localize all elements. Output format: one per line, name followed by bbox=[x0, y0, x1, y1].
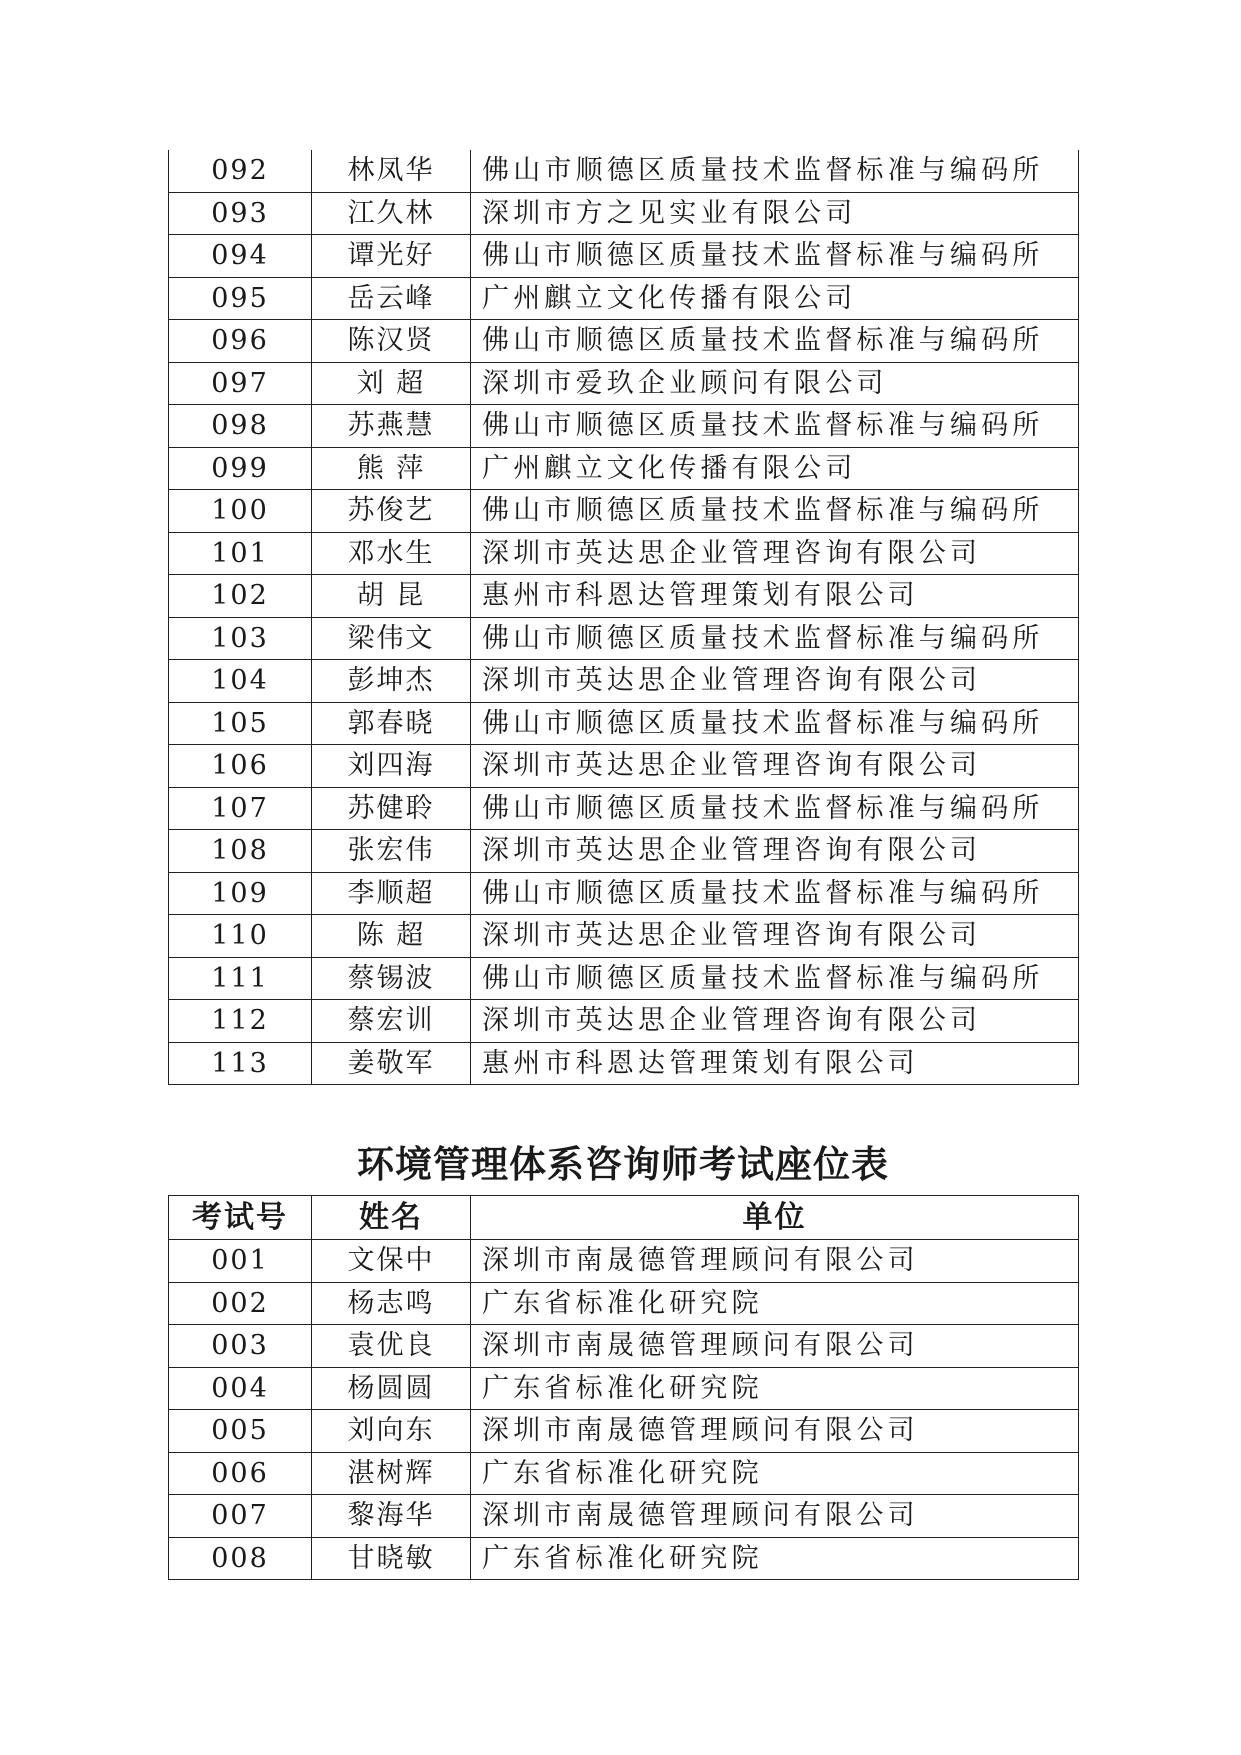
candidate-name-cell: 梁伟文 bbox=[312, 617, 471, 660]
candidate-name-cell: 熊 萍 bbox=[312, 447, 471, 490]
table-row bbox=[169, 915, 1079, 958]
organization-cell: 深圳市爱玖企业顾问有限公司 bbox=[471, 362, 1079, 405]
exam-number-cell: 113 bbox=[169, 1042, 312, 1085]
organization-cell: 深圳市南晟德管理顾问有限公司 bbox=[471, 1325, 1079, 1368]
candidate-name-cell: 邓水生 bbox=[312, 532, 471, 575]
candidate-name-cell: 苏俊艺 bbox=[312, 490, 471, 533]
candidate-name-cell: 甘晓敏 bbox=[312, 1537, 471, 1580]
table-row bbox=[169, 1000, 1079, 1043]
exam-number-cell: 099 bbox=[169, 447, 312, 490]
organization-cell: 广东省标准化研究院 bbox=[471, 1367, 1079, 1410]
exam-number-cell: 093 bbox=[169, 192, 312, 235]
candidate-name-cell: 蔡宏训 bbox=[312, 1000, 471, 1043]
organization-cell: 广东省标准化研究院 bbox=[471, 1282, 1079, 1325]
exam-number-cell: 100 bbox=[169, 490, 312, 533]
table-row bbox=[169, 702, 1079, 745]
exam-number-cell: 104 bbox=[169, 660, 312, 703]
organization-cell: 深圳市英达思企业管理咨询有限公司 bbox=[471, 745, 1079, 788]
candidate-name-cell: 刘向东 bbox=[312, 1410, 471, 1453]
candidate-name-cell: 张宏伟 bbox=[312, 830, 471, 873]
table-row bbox=[169, 1042, 1079, 1085]
candidate-name-cell: 谭光好 bbox=[312, 235, 471, 278]
candidate-name-cell: 岳云峰 bbox=[312, 277, 471, 320]
table-row bbox=[169, 192, 1079, 235]
candidate-name-cell: 刘 超 bbox=[312, 362, 471, 405]
exam-number-cell: 092 bbox=[169, 150, 312, 192]
exam-number-cell: 001 bbox=[169, 1240, 312, 1283]
table-row bbox=[169, 660, 1079, 703]
exam-number-cell: 007 bbox=[169, 1495, 312, 1538]
table-row bbox=[169, 1537, 1079, 1580]
organization-cell: 佛山市顺德区质量技术监督标准与编码所 bbox=[471, 405, 1079, 448]
organization-cell: 佛山市顺德区质量技术监督标准与编码所 bbox=[471, 235, 1079, 278]
organization-cell: 广州麒立文化传播有限公司 bbox=[471, 447, 1079, 490]
organization-cell: 佛山市顺德区质量技术监督标准与编码所 bbox=[471, 872, 1079, 915]
table-row bbox=[169, 1282, 1079, 1325]
organization-cell: 佛山市顺德区质量技术监督标准与编码所 bbox=[471, 617, 1079, 660]
exam-number-cell: 105 bbox=[169, 702, 312, 745]
candidate-name-cell: 杨圆圆 bbox=[312, 1367, 471, 1410]
candidate-name-cell: 陈汉贤 bbox=[312, 320, 471, 363]
exam-number-cell: 002 bbox=[169, 1282, 312, 1325]
header-row bbox=[169, 1196, 1079, 1240]
seating-table-environmental-body bbox=[169, 1240, 1079, 1580]
organization-cell: 佛山市顺德区质量技术监督标准与编码所 bbox=[471, 150, 1079, 192]
table-row bbox=[169, 1495, 1079, 1538]
organization-cell: 深圳市英达思企业管理咨询有限公司 bbox=[471, 660, 1079, 703]
exam-number-cell: 006 bbox=[169, 1452, 312, 1495]
organization-cell: 深圳市南晟德管理顾问有限公司 bbox=[471, 1240, 1079, 1283]
exam-number-cell: 095 bbox=[169, 277, 312, 320]
candidate-name-cell: 胡 昆 bbox=[312, 575, 471, 618]
table-row bbox=[169, 1452, 1079, 1495]
organization-cell: 佛山市顺德区质量技术监督标准与编码所 bbox=[471, 787, 1079, 830]
organization-cell: 惠州市科恩达管理策划有限公司 bbox=[471, 1042, 1079, 1085]
organization-cell: 深圳市英达思企业管理咨询有限公司 bbox=[471, 915, 1079, 958]
candidate-name-cell: 黎海华 bbox=[312, 1495, 471, 1538]
organization-cell: 惠州市科恩达管理策划有限公司 bbox=[471, 575, 1079, 618]
table-row bbox=[169, 575, 1079, 618]
organization-cell: 广东省标准化研究院 bbox=[471, 1537, 1079, 1580]
header-exam-number: 考试号 bbox=[169, 1196, 312, 1240]
exam-number-cell: 108 bbox=[169, 830, 312, 873]
candidate-name-cell: 苏健聆 bbox=[312, 787, 471, 830]
exam-number-cell: 106 bbox=[169, 745, 312, 788]
exam-number-cell: 098 bbox=[169, 405, 312, 448]
exam-number-cell: 094 bbox=[169, 235, 312, 278]
candidate-name-cell: 陈 超 bbox=[312, 915, 471, 958]
table-row bbox=[169, 235, 1079, 278]
candidate-name-cell: 姜敬军 bbox=[312, 1042, 471, 1085]
candidate-name-cell: 江久林 bbox=[312, 192, 471, 235]
organization-cell: 深圳市南晟德管理顾问有限公司 bbox=[471, 1495, 1079, 1538]
table-header bbox=[169, 1196, 1079, 1240]
exam-number-cell: 096 bbox=[169, 320, 312, 363]
table-row bbox=[169, 1410, 1079, 1453]
candidate-name-cell: 文保中 bbox=[312, 1240, 471, 1283]
table-row bbox=[169, 362, 1079, 405]
table-row bbox=[169, 150, 1079, 192]
table-row bbox=[169, 957, 1079, 1000]
exam-number-cell: 102 bbox=[169, 575, 312, 618]
candidate-name-cell: 蔡锡波 bbox=[312, 957, 471, 1000]
table-row bbox=[169, 277, 1079, 320]
exam-number-cell: 107 bbox=[169, 787, 312, 830]
seating-table-continued bbox=[168, 150, 1079, 1085]
exam-number-cell: 103 bbox=[169, 617, 312, 660]
candidate-name-cell: 湛树辉 bbox=[312, 1452, 471, 1495]
exam-number-cell: 112 bbox=[169, 1000, 312, 1043]
exam-number-cell: 101 bbox=[169, 532, 312, 575]
header-organization: 单位 bbox=[471, 1196, 1079, 1240]
exam-number-cell: 008 bbox=[169, 1537, 312, 1580]
candidate-name-cell: 林凤华 bbox=[312, 150, 471, 192]
organization-cell: 深圳市英达思企业管理咨询有限公司 bbox=[471, 532, 1079, 575]
organization-cell: 佛山市顺德区质量技术监督标准与编码所 bbox=[471, 320, 1079, 363]
organization-cell: 深圳市南晟德管理顾问有限公司 bbox=[471, 1410, 1079, 1453]
seating-table-continued-body bbox=[169, 150, 1079, 1085]
table-row bbox=[169, 490, 1079, 533]
seating-table-environmental bbox=[168, 1195, 1079, 1580]
candidate-name-cell: 郭春晓 bbox=[312, 702, 471, 745]
exam-number-cell: 097 bbox=[169, 362, 312, 405]
candidate-name-cell: 李顺超 bbox=[312, 872, 471, 915]
table-row bbox=[169, 405, 1079, 448]
organization-cell: 佛山市顺德区质量技术监督标准与编码所 bbox=[471, 490, 1079, 533]
table-row bbox=[169, 745, 1079, 788]
table-row bbox=[169, 1367, 1079, 1410]
organization-cell: 深圳市英达思企业管理咨询有限公司 bbox=[471, 1000, 1079, 1043]
table-row bbox=[169, 532, 1079, 575]
exam-number-cell: 111 bbox=[169, 957, 312, 1000]
exam-number-cell: 110 bbox=[169, 915, 312, 958]
organization-cell: 深圳市英达思企业管理咨询有限公司 bbox=[471, 830, 1079, 873]
candidate-name-cell: 苏燕慧 bbox=[312, 405, 471, 448]
table-row bbox=[169, 617, 1079, 660]
header-name: 姓名 bbox=[312, 1196, 471, 1240]
table-row bbox=[169, 320, 1079, 363]
table-row bbox=[169, 447, 1079, 490]
table-row bbox=[169, 872, 1079, 915]
exam-number-cell: 004 bbox=[169, 1367, 312, 1410]
table-row bbox=[169, 830, 1079, 873]
section-title: 环境管理体系咨询师考试座位表 bbox=[357, 1143, 889, 1186]
organization-cell: 深圳市方之见实业有限公司 bbox=[471, 192, 1079, 235]
table-row bbox=[169, 1240, 1079, 1283]
table-row bbox=[169, 787, 1079, 830]
organization-cell: 佛山市顺德区质量技术监督标准与编码所 bbox=[471, 957, 1079, 1000]
candidate-name-cell: 袁优良 bbox=[312, 1325, 471, 1368]
organization-cell: 广州麒立文化传播有限公司 bbox=[471, 277, 1079, 320]
exam-number-cell: 005 bbox=[169, 1410, 312, 1453]
candidate-name-cell: 彭坤杰 bbox=[312, 660, 471, 703]
organization-cell: 广东省标准化研究院 bbox=[471, 1452, 1079, 1495]
table-row bbox=[169, 1325, 1079, 1368]
organization-cell: 佛山市顺德区质量技术监督标准与编码所 bbox=[471, 702, 1079, 745]
exam-number-cell: 003 bbox=[169, 1325, 312, 1368]
exam-number-cell: 109 bbox=[169, 872, 312, 915]
candidate-name-cell: 杨志鸣 bbox=[312, 1282, 471, 1325]
candidate-name-cell: 刘四海 bbox=[312, 745, 471, 788]
